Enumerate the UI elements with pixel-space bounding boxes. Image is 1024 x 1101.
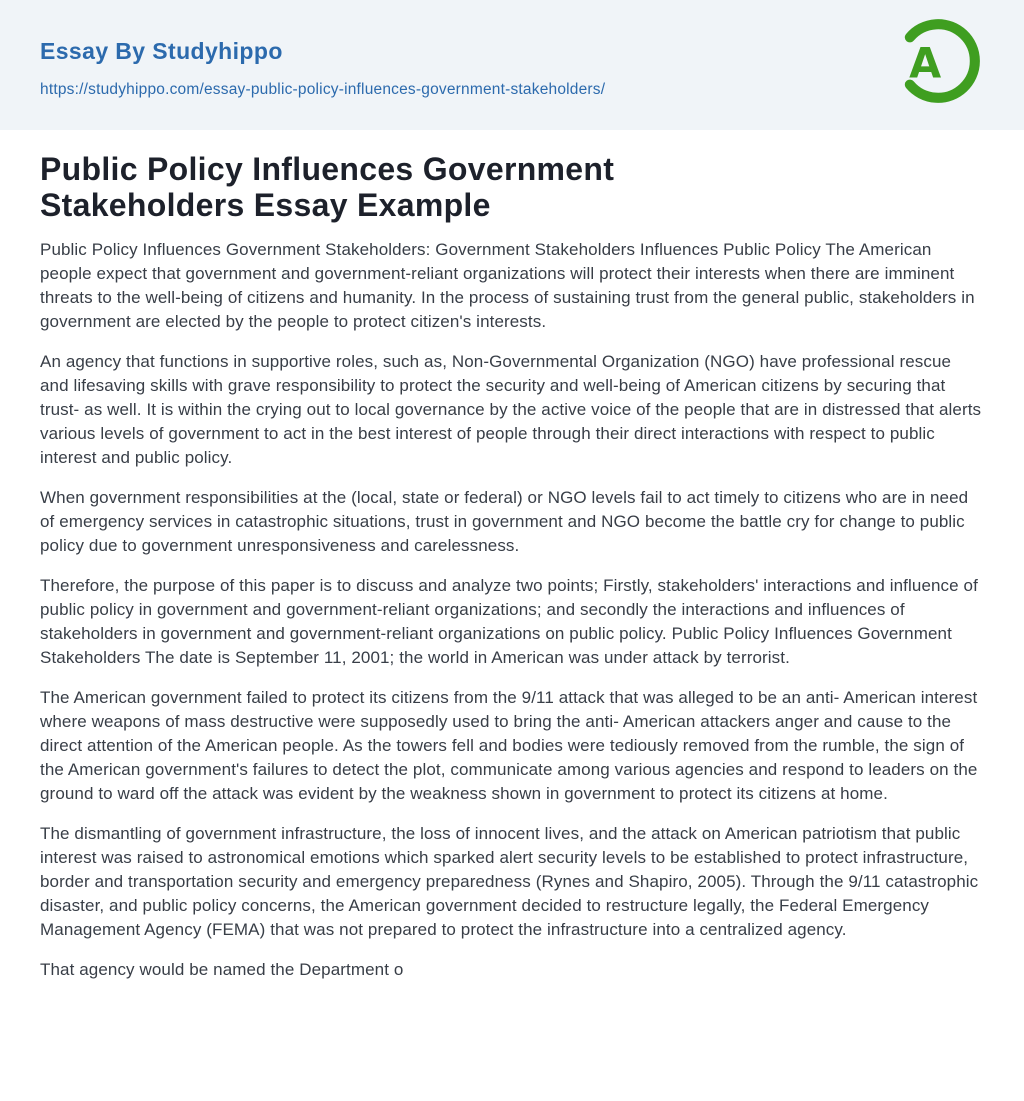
site-title: Essay By Studyhippo [40, 37, 283, 64]
paragraph: When government responsibilities at the (local, state or federal) or NGO levels fail to act timely to citizens who are in need of emergency services in catastrophic situations, trust in government and NGO become the battle cry for change to public policy due to government unresponsiveness and carelessness. [40, 488, 969, 555]
page-url-link[interactable]: https://studyhippo.com/essay-public-policy-influences-government-stakeholders/ [40, 80, 606, 98]
logo-letter: A [909, 39, 942, 88]
article-body [40, 238, 984, 982]
essay-content [0, 130, 1024, 982]
article-title: Public Policy Influences Government Stakeholders Essay Example [40, 151, 615, 223]
header-text-block [40, 32, 605, 99]
page-header [0, 0, 1024, 130]
paragraph: The dismantling of government infrastructure, the loss of innocent lives, and the attack on American patriotism that public interest was raised to astronomical emotions which sparked alert security levels to be established to protect infrastructure, border and transportation security and emergency preparedness (Rynes and Shapiro, 2005). Through the 9/11 catastrophic disaster, and public policy concerns, the American government decided to restructure legally, the Federal Emergency Management Agency (FEMA) that was not prepared to protect the infrastructure into a centralized agency. [40, 824, 979, 939]
paragraph: Therefore, the purpose of this paper is to discuss and analyze two points; Firstly, stakeholders' interactions and influence of public policy in government and government-reliant organizations; and secondly the interactions and influences of stakeholders in government and government-reliant organizations on public policy. Public Policy Influences Government Stakeholders The date is September 11, 2001; the world in American was under attack by terrorist. [40, 576, 978, 667]
paragraph: That agency would be named the Department o [40, 960, 404, 979]
paragraph: An agency that functions in supportive roles, such as, Non-Governmental Organization (NGO) have professional rescue and lifesaving skills with grave responsibility to protect the security and well-being of American citizens by securing that trust- as well. It is within the crying out to local governance by the active voice of the people that are in distressed that alerts various levels of government to act in the best interest of people through their direct interactions with respect to public interest and public policy. [40, 352, 982, 467]
paragraph: The American government failed to protect its citizens from the 9/11 attack that was alleged to be an anti- American interest where weapons of mass destructive were supposedly used to bring the anti- American attackers anger and cause to the direct attention of the American people. As the towers fell and bodies were tediously removed from the rumble, the sign of the American government's failures to detect the plot, communicate among various agencies and respond to leaders on the ground to ward off the attack was evident by the weakness shown in government to protect its citizens at home. [40, 688, 978, 803]
paragraph: Public Policy Influences Government Stakeholders: Government Stakeholders Influences Public Policy The American people expect that government and government-reliant organizations will protect their interests when there are imminent threats to the well-being of citizens and humanity. In the process of sustaining trust from the general public, stakeholders in government are elected by the people to protect citizen's interests. [40, 240, 975, 331]
studyhippo-logo-icon [892, 15, 984, 107]
